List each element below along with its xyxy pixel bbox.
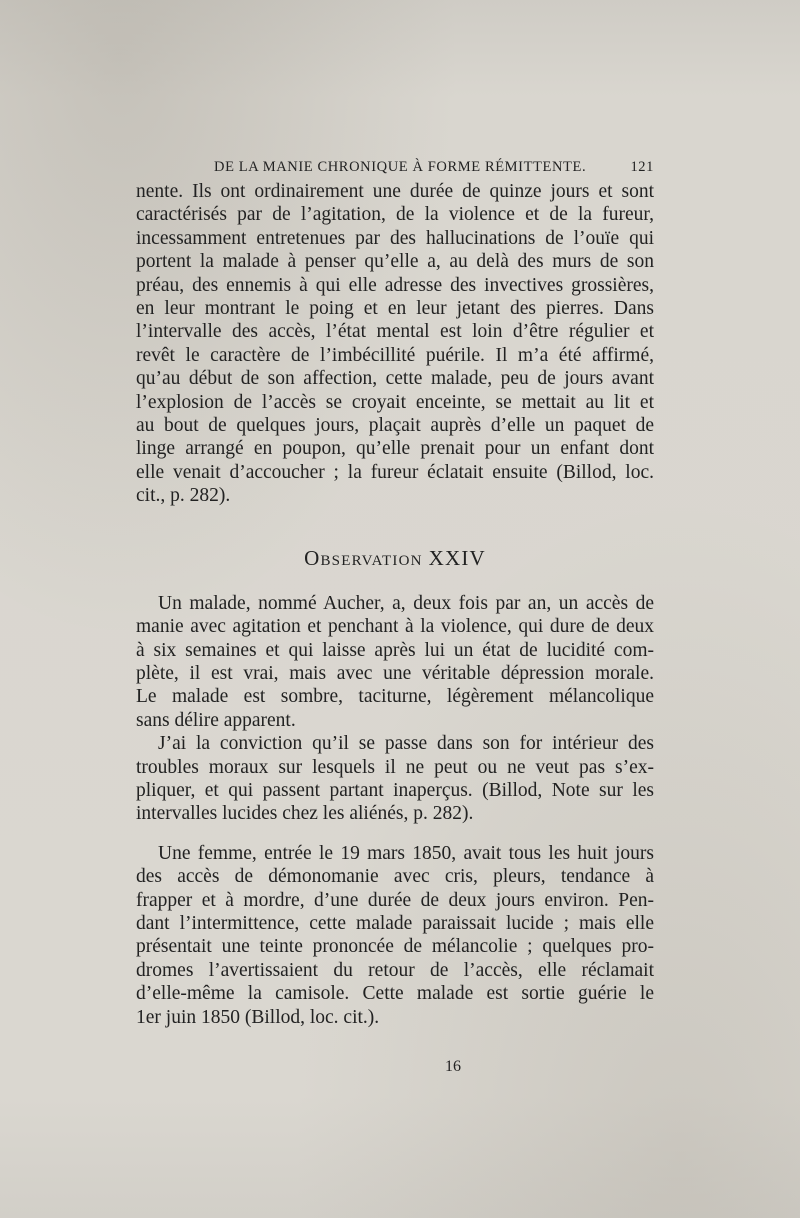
text-line: intervalles lucides chez les aliénés, p. 282). (136, 803, 474, 825)
text-line: nente. Ils ont ordinairement une durée de quinze jours et sont (136, 181, 654, 202)
text-line: sans délire apparent. (136, 709, 296, 731)
text-line: cit., p. 282). (136, 485, 231, 507)
text-line: des accès de démonomanie avec cris, pleurs, tendance à (136, 866, 654, 888)
text-line: qu’au début de son affection, cette malade, peu de jours avant (136, 368, 654, 390)
text-line: elle venait d’accoucher ; la fureur éclatait ensuite (Billod, loc. (136, 461, 654, 483)
text-line: au bout de quelques jours, plaçait auprès d’elle un paquet de (136, 415, 654, 437)
text-line: frapper et à mordre, d’une durée de deux jours environ. Pen- (136, 889, 654, 911)
text-line: caractérisés par de l’agitation, de la violence et de la fureur, (136, 204, 654, 226)
text-line: manie avec agitation et penchant à la violence, qui dure de deux (136, 616, 654, 638)
running-title: DE LA MANIE CHRONIQUE À FORME RÉMITTENTE. (214, 159, 587, 175)
paragraph (136, 732, 654, 826)
printer-signature: 16 (445, 1058, 461, 1075)
text-line: plète, il est vrai, mais avec une véritable dépression morale. (136, 662, 654, 684)
text-line: linge arrangé en poupon, qu’elle prenait pour un enfant dont (136, 438, 654, 460)
text-line: Le malade est sombre, taciturne, légèrement mélancolique (136, 686, 654, 708)
text-line: J’ai la conviction qu’il se passe dans son for intérieur des (158, 733, 654, 755)
text-line: 1er juin 1850 (Billod, loc. cit.). (136, 1006, 380, 1028)
text-line: préau, des ennemis à qui elle adresse des invectives grossières, (136, 274, 654, 296)
text-line: à six semaines et qui laisse après lui un état de lucidité com- (136, 639, 654, 661)
text-line: l’explosion de l’accès se croyait enceinte, se mettait au lit et (136, 391, 654, 413)
text-line: Une femme, entrée le 19 mars 1850, avait tous les huit jours (158, 842, 654, 864)
paragraph-continuation (136, 180, 654, 508)
paragraph (136, 592, 654, 732)
observation-heading (136, 546, 654, 571)
text-line: en leur montrant le poing et en leur jetant des pierres. Dans (136, 298, 654, 320)
page-number: 121 (630, 159, 654, 175)
book-page (136, 156, 654, 1029)
observation-word: BSERVATION (320, 552, 423, 569)
text-line: revêt le caractère de l’imbécillité puérile. Il m’a été affirmé, (136, 344, 654, 366)
observation-initial: O (304, 545, 321, 570)
observation-numeral: XXIV (428, 545, 486, 570)
text-line: dant l’intermittence, cette malade paraissait lucide ; mais elle (136, 912, 654, 934)
text-line: portent la malade à penser qu’elle a, au delà des murs de son (136, 251, 654, 273)
text-line: d’elle-même la camisole. Cette malade est sortie guérie le (136, 983, 654, 1005)
text-line: l’intervalle des accès, l’état mental est loin d’être régulier et (136, 321, 654, 343)
text-line: troubles moraux sur lesquels il ne peut ou ne veut pas s’ex- (136, 756, 654, 778)
text-line: dromes l’avertissaient du retour de l’accès, elle réclamait (136, 959, 654, 981)
text-line: Un malade, nommé Aucher, a, deux fois par an, un accès de (158, 592, 654, 614)
text-line: présentait une teinte prononcée de mélancolie ; quelques pro- (136, 936, 654, 958)
text-line: incessamment entretenues par des hallucinations de l’ouïe qui (136, 227, 654, 249)
paragraph (136, 842, 654, 1029)
text-line: pliquer, et qui passent partant inaperçus. (Billod, Note sur les (136, 779, 654, 801)
running-header (136, 156, 654, 178)
